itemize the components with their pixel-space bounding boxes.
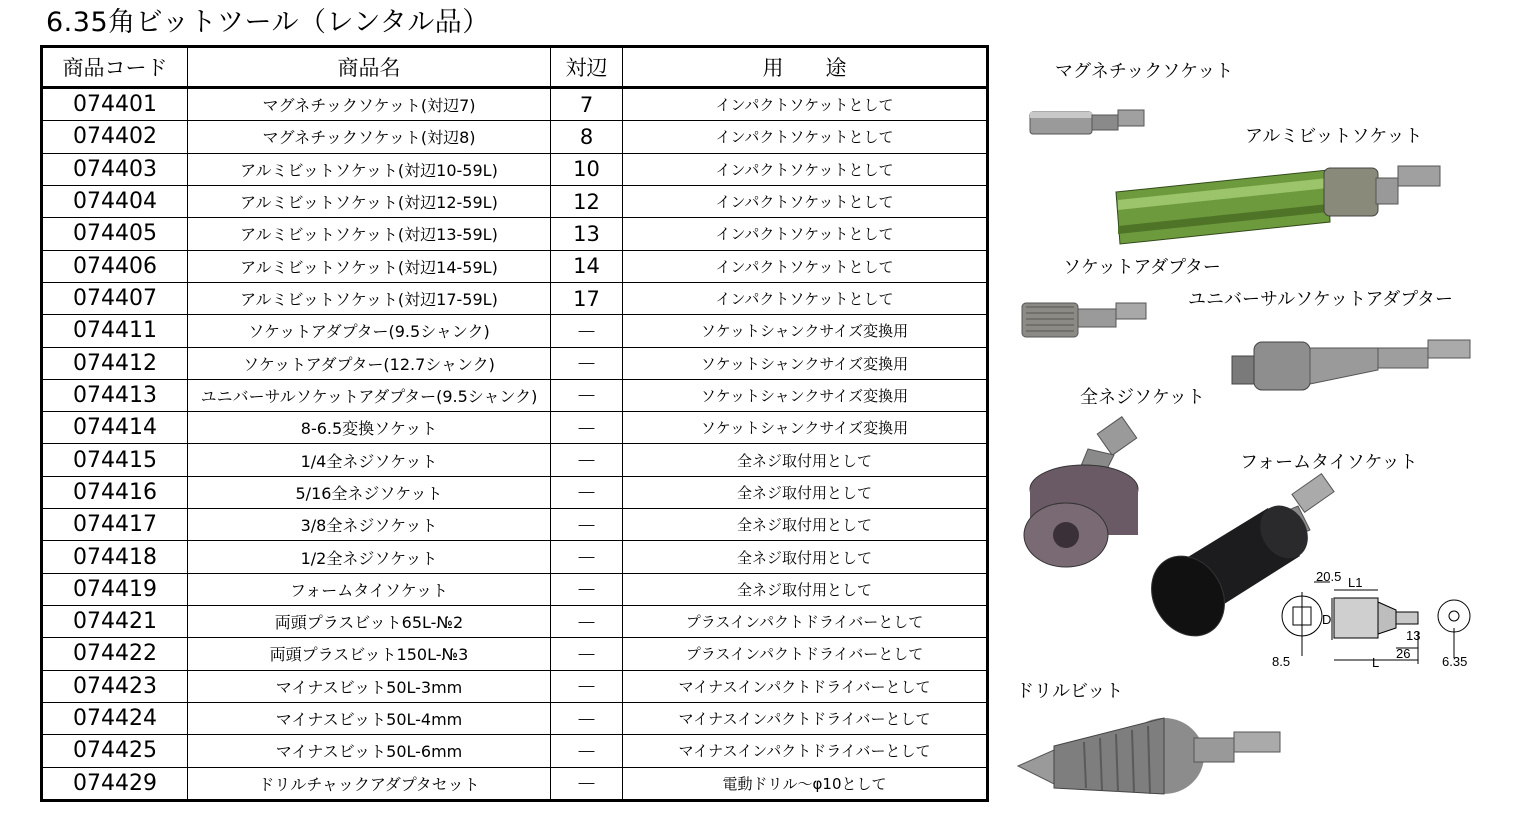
cell-code: 074415 bbox=[42, 444, 188, 476]
cell-code: 074413 bbox=[42, 379, 188, 411]
cell-size: － bbox=[551, 412, 623, 444]
cell-size: － bbox=[551, 541, 623, 573]
cell-size: － bbox=[551, 476, 623, 508]
cell-code: 074416 bbox=[42, 476, 188, 508]
dim-l: L bbox=[1372, 655, 1380, 670]
cell-size: － bbox=[551, 347, 623, 379]
cell-code: 074414 bbox=[42, 412, 188, 444]
cell-code: 074412 bbox=[42, 347, 188, 379]
dim-20-5: 20.5 bbox=[1316, 569, 1342, 584]
table-row bbox=[42, 476, 988, 508]
table-row bbox=[42, 379, 988, 411]
cell-use: インパクトソケットとして bbox=[623, 88, 988, 121]
table-row bbox=[42, 767, 988, 800]
cell-size: － bbox=[551, 670, 623, 702]
cell-code: 074423 bbox=[42, 670, 188, 702]
table-row bbox=[42, 670, 988, 702]
cell-code: 074417 bbox=[42, 509, 188, 541]
cell-size: － bbox=[551, 573, 623, 605]
cell-use: 全ネジ取付用として bbox=[623, 573, 988, 605]
table-row bbox=[42, 347, 988, 379]
socket-adapter-image bbox=[1020, 295, 1150, 341]
table-row bbox=[42, 250, 988, 282]
label-universal-socket-adapter: ユニバーサルソケットアダプター bbox=[1188, 289, 1453, 310]
table-row bbox=[42, 153, 988, 185]
table-row bbox=[42, 541, 988, 573]
cell-name: マグネチックソケット(対辺8) bbox=[188, 121, 551, 153]
table-row bbox=[42, 735, 988, 767]
dim-6-35: 6.35 bbox=[1442, 654, 1468, 669]
cell-size: － bbox=[551, 735, 623, 767]
cell-size: － bbox=[551, 379, 623, 411]
header-code: 商品コード bbox=[42, 47, 188, 88]
table-row bbox=[42, 509, 988, 541]
cell-code: 074411 bbox=[42, 315, 188, 347]
cell-name: 1/2全ネジソケット bbox=[188, 541, 551, 573]
cell-code: 074418 bbox=[42, 541, 188, 573]
cell-name: 1/4全ネジソケット bbox=[188, 444, 551, 476]
universal-socket-adapter-image bbox=[1228, 320, 1473, 400]
cell-name: マグネチックソケット(対辺7) bbox=[188, 88, 551, 121]
cell-size: － bbox=[551, 315, 623, 347]
table-row bbox=[42, 88, 988, 121]
cell-use: ソケットシャンクサイズ変換用 bbox=[623, 315, 988, 347]
label-drill-bit: ドリルビット bbox=[1016, 681, 1124, 702]
cell-size: － bbox=[551, 509, 623, 541]
cell-name: 両頭プラスビット65L-№2 bbox=[188, 606, 551, 638]
table-row bbox=[42, 315, 988, 347]
cell-use: インパクトソケットとして bbox=[623, 185, 988, 217]
cell-size: 8 bbox=[551, 121, 623, 153]
dimension-drawing bbox=[1272, 569, 1482, 672]
cell-code: 074424 bbox=[42, 702, 188, 734]
cell-code: 074425 bbox=[42, 735, 188, 767]
cell-name: フォームタイソケット bbox=[188, 573, 551, 605]
cell-code: 074422 bbox=[42, 638, 188, 670]
cell-name: 3/8全ネジソケット bbox=[188, 509, 551, 541]
cell-use: プラスインパクトドライバーとして bbox=[623, 638, 988, 670]
dim-d: D bbox=[1322, 612, 1332, 627]
table-row bbox=[42, 121, 988, 153]
drill-chuck-image bbox=[1014, 708, 1284, 798]
label-threaded-socket: 全ネジソケット bbox=[1080, 387, 1205, 408]
cell-code: 074403 bbox=[42, 153, 188, 185]
table-row bbox=[42, 702, 988, 734]
dim-8-5: 8.5 bbox=[1272, 654, 1291, 669]
table-row bbox=[42, 412, 988, 444]
cell-size: 13 bbox=[551, 218, 623, 250]
cell-name: マイナスビット50L-3mm bbox=[188, 670, 551, 702]
cell-code: 074421 bbox=[42, 606, 188, 638]
cell-use: マイナスインパクトドライバーとして bbox=[623, 735, 988, 767]
cell-use: インパクトソケットとして bbox=[623, 282, 988, 314]
cell-use: 全ネジ取付用として bbox=[623, 509, 988, 541]
cell-use: 電動ドリル～φ10として bbox=[623, 767, 988, 800]
cell-use: インパクトソケットとして bbox=[623, 218, 988, 250]
cell-name: ソケットアダプター(12.7シャンク) bbox=[188, 347, 551, 379]
cell-name: ドリルチャックアダプタセット bbox=[188, 767, 551, 800]
cell-use: ソケットシャンクサイズ変換用 bbox=[623, 379, 988, 411]
aluminum-bit-socket-image bbox=[1112, 160, 1442, 250]
cell-size: － bbox=[551, 444, 623, 476]
table-row bbox=[42, 185, 988, 217]
dim-26: 26 bbox=[1396, 646, 1411, 661]
cell-use: マイナスインパクトドライバーとして bbox=[623, 702, 988, 734]
cell-use: 全ネジ取付用として bbox=[623, 476, 988, 508]
cell-name: アルミビットソケット(対辺10-59L) bbox=[188, 153, 551, 185]
label-socket-adapter: ソケットアダプター bbox=[1063, 257, 1221, 278]
cell-code: 074401 bbox=[42, 88, 188, 121]
table-row bbox=[42, 638, 988, 670]
cell-size: － bbox=[551, 606, 623, 638]
cell-size: 12 bbox=[551, 185, 623, 217]
table-row bbox=[42, 282, 988, 314]
cell-name: マイナスビット50L-6mm bbox=[188, 735, 551, 767]
cell-code: 074402 bbox=[42, 121, 188, 153]
threaded-socket-image bbox=[1018, 415, 1148, 570]
header-use: 用 途 bbox=[623, 47, 988, 88]
product-table bbox=[40, 45, 989, 802]
label-form-tie-socket: フォームタイソケット bbox=[1240, 452, 1418, 473]
cell-use: ソケットシャンクサイズ変換用 bbox=[623, 412, 988, 444]
cell-code: 074405 bbox=[42, 218, 188, 250]
cell-size: 17 bbox=[551, 282, 623, 314]
cell-use: ソケットシャンクサイズ変換用 bbox=[623, 347, 988, 379]
cell-size: 10 bbox=[551, 153, 623, 185]
cell-name: アルミビットソケット(対辺13-59L) bbox=[188, 218, 551, 250]
dim-13: 13 bbox=[1406, 628, 1421, 643]
header-name: 商品名 bbox=[188, 47, 551, 88]
cell-size: 14 bbox=[551, 250, 623, 282]
cell-name: マイナスビット50L-4mm bbox=[188, 702, 551, 734]
cell-size: － bbox=[551, 767, 623, 800]
cell-size: － bbox=[551, 702, 623, 734]
cell-name: ソケットアダプター(9.5シャンク) bbox=[188, 315, 551, 347]
cell-use: プラスインパクトドライバーとして bbox=[623, 606, 988, 638]
page-title: 6.35角ビットツール（レンタル品） bbox=[46, 7, 490, 38]
label-magnetic-socket: マグネチックソケット bbox=[1055, 61, 1234, 82]
table-row bbox=[42, 218, 988, 250]
cell-code: 074404 bbox=[42, 185, 188, 217]
cell-name: 両頭プラスビット150L-№3 bbox=[188, 638, 551, 670]
cell-name: 8-6.5変換ソケット bbox=[188, 412, 551, 444]
cell-name: アルミビットソケット(対辺14-59L) bbox=[188, 250, 551, 282]
cell-name: 5/16全ネジソケット bbox=[188, 476, 551, 508]
cell-code: 074419 bbox=[42, 573, 188, 605]
cell-use: 全ネジ取付用として bbox=[623, 444, 988, 476]
magnetic-socket-image bbox=[1026, 100, 1148, 140]
cell-use: インパクトソケットとして bbox=[623, 153, 988, 185]
table-header-row bbox=[42, 47, 988, 88]
cell-size: 7 bbox=[551, 88, 623, 121]
cell-size: － bbox=[551, 638, 623, 670]
cell-use: インパクトソケットとして bbox=[623, 121, 988, 153]
dim-l1: L1 bbox=[1348, 575, 1363, 590]
cell-use: 全ネジ取付用として bbox=[623, 541, 988, 573]
table-row bbox=[42, 444, 988, 476]
cell-name: アルミビットソケット(対辺12-59L) bbox=[188, 185, 551, 217]
cell-use: マイナスインパクトドライバーとして bbox=[623, 670, 988, 702]
table-row bbox=[42, 573, 988, 605]
cell-use: インパクトソケットとして bbox=[623, 250, 988, 282]
cell-name: アルミビットソケット(対辺17-59L) bbox=[188, 282, 551, 314]
label-aluminum-bit-socket: アルミビットソケット bbox=[1245, 126, 1423, 147]
header-size: 対辺 bbox=[551, 47, 623, 88]
cell-code: 074406 bbox=[42, 250, 188, 282]
cell-name: ユニバーサルソケットアダプター(9.5シャンク) bbox=[188, 379, 551, 411]
table-row bbox=[42, 606, 988, 638]
cell-code: 074407 bbox=[42, 282, 188, 314]
cell-code: 074429 bbox=[42, 767, 188, 800]
